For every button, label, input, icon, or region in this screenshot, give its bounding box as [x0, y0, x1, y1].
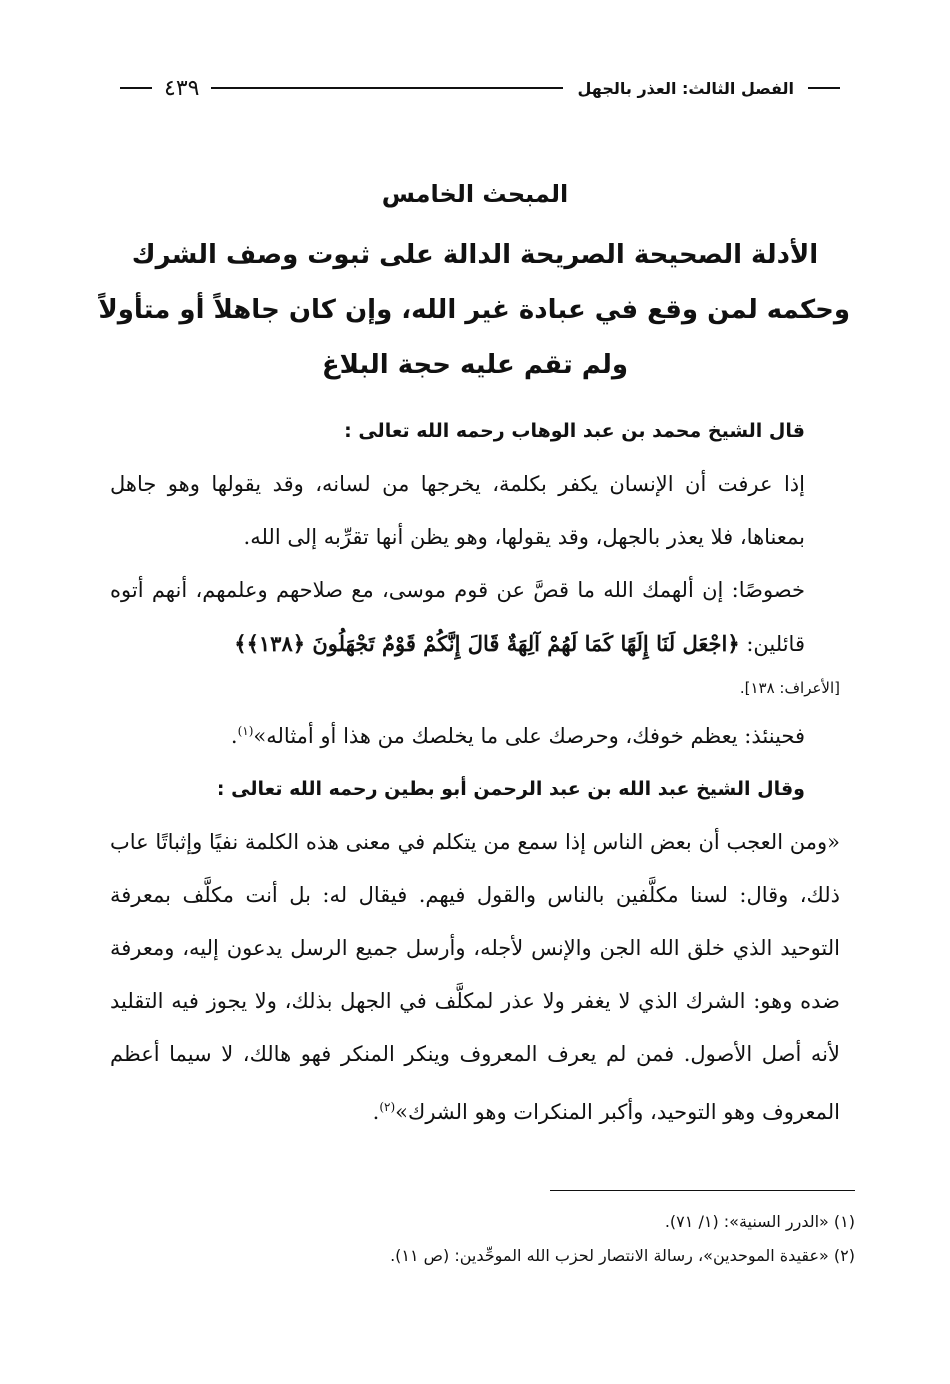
- chapter-title-line: الأدلة الصحيحة الصريحة الدالة على ثبوت وصف الشرك: [131, 240, 819, 270]
- footnote: (١) «الدرر السنية»: (١/ ٧١).: [664, 1212, 855, 1231]
- quote-intro-2: وقال الشيخ عبد الله بن عبد الرحمن أبو بطين رحمه الله تعالى :: [216, 778, 805, 800]
- footnote-rule: [550, 1190, 855, 1191]
- verse-reference: [الأعراف: ١٣٨].: [739, 679, 840, 697]
- paragraph: [110, 564, 840, 671]
- chapter-title-line: ولم تقم عليه حجة البلاغ: [321, 350, 629, 380]
- quote-intro-1: قال الشيخ محمد بن عبد الوهاب رحمه الله تعالى :: [344, 420, 805, 442]
- body-text: [110, 405, 840, 1139]
- footnote: (٢) «عقيدة الموحدين»، رسالة الانتصار لحزب الله الموحِّدين: (ص ١١).: [390, 1246, 855, 1265]
- paragraph-text: فحينئذ: يعظم خوفك، وحرصك على ما يخلصك من هذا أو أمثاله»: [253, 724, 805, 748]
- footnote-marker: (١): [237, 724, 254, 738]
- running-header-title: الفصل الثالث: العذر بالجهل: [577, 78, 794, 98]
- paragraph-text: خصوصًا: إن ألهمك الله ما قصَّ عن قوم موسى، مع صلاحهم وعلمهم، أنهم أتوه قائلين:: [110, 578, 805, 656]
- chapter-title-line: وحكمه لمن وقع في عبادة غير الله، وإن كان جاهلاً أو متأولاً: [98, 295, 850, 325]
- footnotes: [95, 1205, 855, 1273]
- header-dash-left: [120, 87, 152, 89]
- header-dash-right: [808, 87, 840, 89]
- page-number: ٤٣٩: [164, 75, 200, 101]
- header-rule: [211, 87, 563, 89]
- section-title: المبحث الخامس: [381, 180, 569, 208]
- paragraph: «ومن العجب أن بعض الناس إذا سمع من يتكلم في معنى هذه الكلمة نفيًا وإثباتًا عاب ذلك، وقال: لسنا مكلَّفين بالناس والقول فيهم. فيقال له: بل أنت مكلَّف بمعرفة التوحيد الذي خلق الله الجن والإنس لأجله، وأرسل جميع الرسل يدعون إليه، ومعرفة ضده وهو: الشرك الذي لا يغفر ولا عذر لمكلَّف في الجهل بذلك، ولا يجوز فيه التقليد لأنه أصل الأصول. فمن لم يعرف المعروف وينكر المنكر فهو هالك، لا سيما أعظم المعروف وهو التوحيد، وأكبر المنكرات وهو الشرك»$^{(٢)}$.: [110, 830, 840, 1124]
- paragraph: إذا عرفت أن الإنسان يكفر بكلمة، يخرجها من لسانه، وقد يقولها وهو جاهل بمعناها، فلا يعذر بالجهل، وقد يقولها، وهو يظن أنها تقرِّبه إلى الله.: [110, 472, 805, 549]
- running-header: [120, 70, 840, 106]
- footnote-marker: (٢): [379, 1100, 396, 1114]
- paragraph: فحينئذ: يعظم خوفك، وحرصك على ما يخلصك من هذا أو أمثاله»$^{(١)}$.: [230, 724, 805, 748]
- quran-verse: ﴿اجْعَل لَنَا إِلَهًا كَمَا لَهُمْ آلِهَةٌ قَالَ إِنَّكُمْ قَوْمٌ تَجْهَلُونَ ﴿١٣٨﴾﴾: [234, 631, 740, 656]
- chapter-title: [100, 228, 850, 393]
- paragraph-text: «ومن العجب أن بعض الناس إذا سمع من يتكلم في معنى هذه الكلمة نفيًا وإثباتًا عاب ذلك، وقال: لسنا مكلَّفين بالناس والقول فيهم. فيقال له: بل أنت مكلَّف بمعرفة التوحيد الذي خلق الله الجن والإنس لأجله، وأرسل جميع الرسل يدعون إليه، ومعرفة ضده وهو: الشرك الذي لا يغفر ولا عذر لمكلَّف في الجهل بذلك، ولا يجوز فيه التقليد لأنه أصل الأصول. فمن لم يعرف المعروف وينكر المنكر فهو هالك، لا سيما أعظم المعروف وهو التوحيد، وأكبر المنكرات وهو الشرك»: [110, 830, 840, 1124]
